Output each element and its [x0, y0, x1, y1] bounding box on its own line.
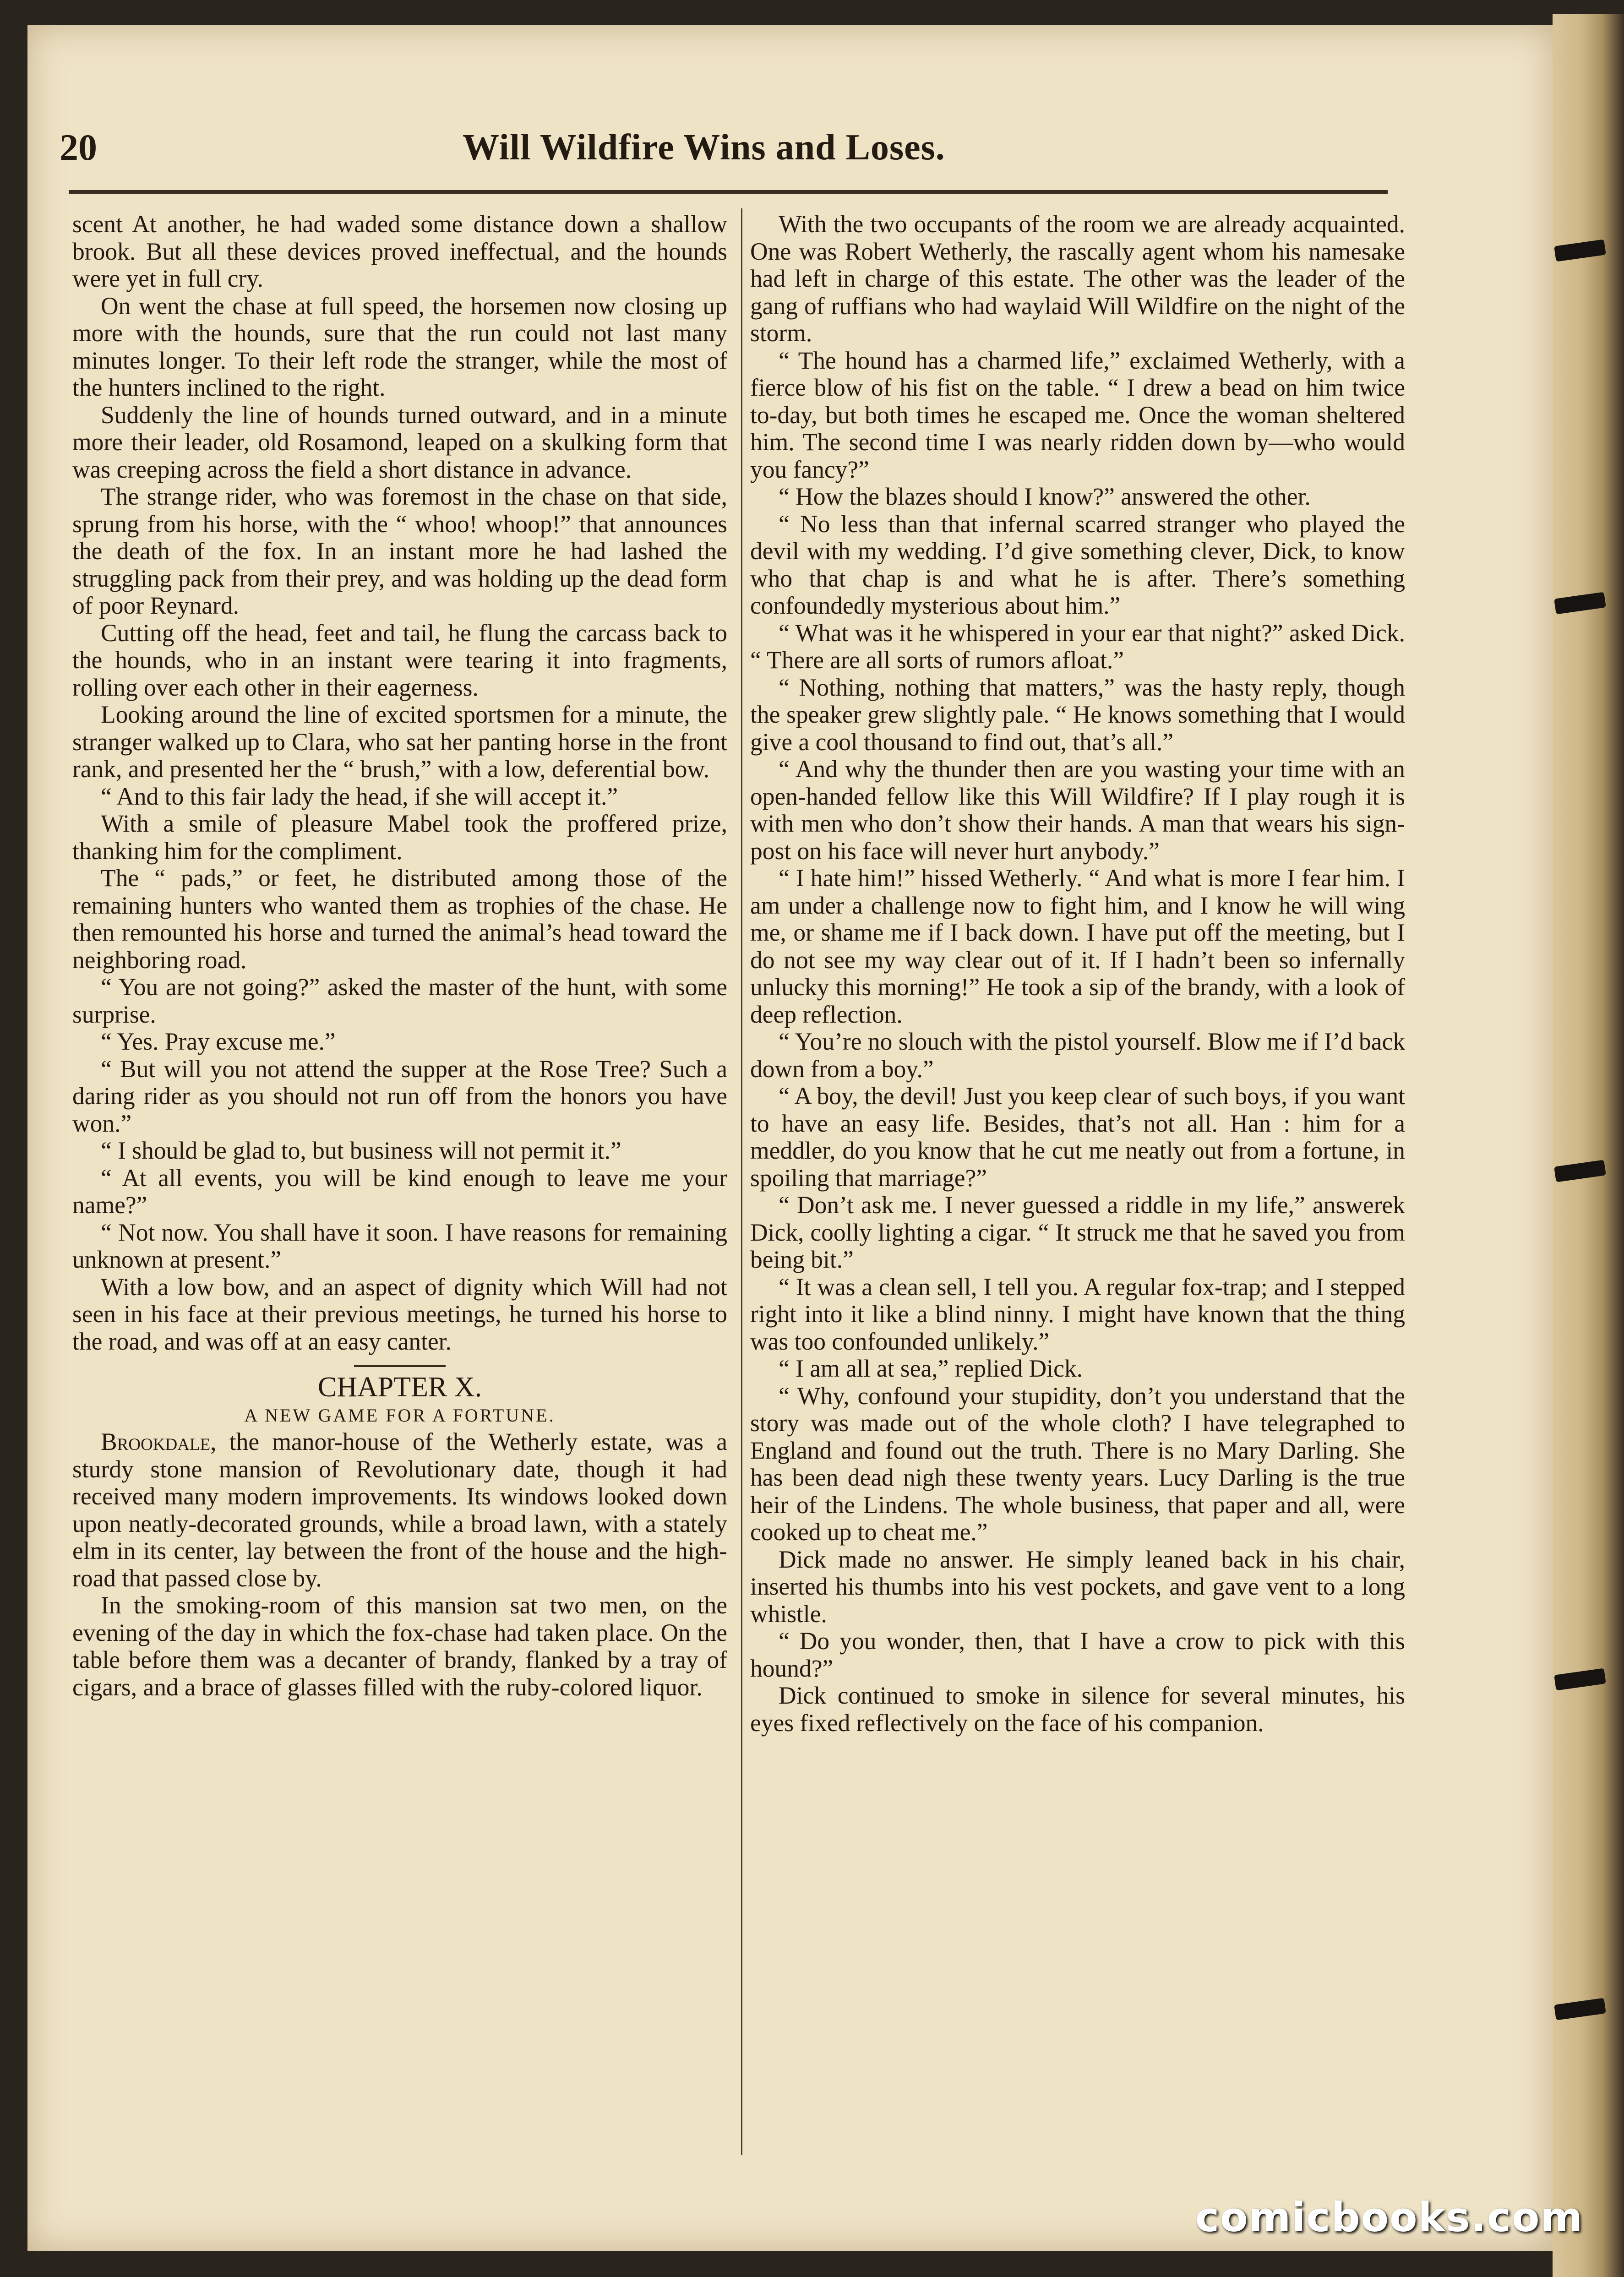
running-title: Will Wildfire Wins and Loses. — [463, 127, 945, 168]
paragraph: “ Don’t ask me. I never guessed a riddle in my life,” answerek Dick, coolly lighting a cigar. “ It struck me that he saved you from being bit.” — [750, 1191, 1405, 1273]
paragraph: “ Do you wonder, then, that I have a crow to pick with this hound?” — [750, 1627, 1405, 1682]
paragraph: “ The hound has a charmed life,” exclaimed Wetherly, with a fierce blow of his fist on the table. “ I drew a bead on him twice to-day, but both times he escaped me. Once the woman sheltered him. The second time I was nearly ridden down by—who would you fancy?” — [750, 346, 1405, 483]
paragraph: “ And why the thunder then are you wasting your time with an open-handed fellow like this Will Wildfire? If I play rough it is with men who don’t show their hands. A man that wears his sign-post on his face will never hurt anybody.” — [750, 755, 1405, 865]
right-column — [750, 211, 1405, 1737]
paragraph: “ And to this fair lady the head, if she will accept it.” — [101, 782, 618, 810]
paragraph: “ What was it he whispered in your ear that night?” asked Dick. “ There are all sorts of rumors afloat.” — [750, 619, 1405, 674]
page-header — [60, 121, 1397, 172]
page-number: 20 — [60, 126, 97, 168]
paragraph: “ Why, confound your stupidity, don’t you understand that the story was made out of the whole cloth? I have telegraphed to England and found out the truth. There is no Mary Darling. She has been dead nigh these twenty years. Lucy Darling is the true heir of the Lindens. The whole business, that paper and all, were cooked up to cheat me.” — [750, 1382, 1405, 1546]
paragraph: The strange rider, who was foremost in the chase on that side, sprung from his horse, with the “ whoo! whoop!” that announces the death of the fox. In an instant more he had lashed the struggling pack from their prey, and was holding up the dead form of poor Reynard. — [72, 483, 727, 619]
chapter-first-paragraph — [72, 1428, 727, 1592]
paragraph: In the smoking-room of this mansion sat two men, on the evening of the day in which the fox-chase had taken place. On the table before them was a decanter of brandy, flanked by a tray of cigars, and a brace of glasses filled with the ruby-colored liquor. — [72, 1591, 727, 1701]
column-divider — [741, 208, 742, 2155]
paragraph: “ But will you not attend the supper at the Rose Tree? Such a daring rider as you should not run off from the honors you have won.” — [72, 1055, 727, 1137]
watermark: comicbooks.com — [1195, 2194, 1584, 2241]
paragraph: Suddenly the line of hounds turned outward, and in a minute more their leader, old Rosamond, leaped on a skulking form that was creeping across the field a short distance in advance. — [72, 401, 727, 483]
paragraph: The “ pads,” or feet, he distributed among those of the remaining hunters who wanted them as trophies of the chase. He then remounted his horse and turned the animal’s head toward the neighboring road. — [72, 864, 727, 974]
paragraph: “ Nothing, nothing that matters,” was the hasty reply, though the speaker grew slightly pale. “ He knows something that I would give a cool thousand to find out, that’s all.” — [750, 673, 1405, 756]
chapter-title: CHAPTER X. — [317, 1372, 482, 1403]
chapter-subtitle: A NEW GAME FOR A FORTUNE. — [244, 1405, 556, 1426]
paragraph: scent At another, he had waded some distance down a shallow brook. But all these devices proved ineffectual, and the hounds were yet in full cry. — [72, 210, 727, 292]
paragraph: “ I hate him!” hissed Wetherly. “ And what is more I fear him. I am under a challenge now to fight him, and I know he will wing me, or shame me if I back down. I have put off the meeting, but I do not see my way clear out of it. If I hadn’t been so infernally unlucky this morning!” He took a sip of the brandy, with a look of deep reflection. — [750, 864, 1405, 1028]
chapter-lead-word: Brookdale, — [101, 1428, 217, 1455]
paragraph: With a low bow, and an aspect of dignity which Will had not seen in his face at their previous meetings, he turned his horse to the road, and was off at an easy canter. — [72, 1273, 727, 1355]
header-rule — [69, 190, 1388, 194]
paragraph: “ A boy, the devil! Just you keep clear of such boys, if you want to have an easy life. Besides, that’s not all. Han : him for a meddler, do you know that he cut me neatly out from a fortune, in spoiling that marriage?” — [750, 1082, 1405, 1192]
paragraph: On went the chase at full speed, the horsemen now closing up more with the hounds, sure that the run could not last many minutes longer. To their left rode the stranger, while the most of the hunters inclined to the right. — [72, 292, 727, 401]
paragraph: Dick made no answer. He simply leaned back in his chair, inserted his thumbs into his vest pockets, and gave vent to a long whistle. — [750, 1545, 1405, 1628]
left-column — [72, 211, 727, 1701]
paragraph: “ No less than that infernal scarred stranger who played the devil with my wedding. I’d give something clever, Dick, to know who that chap is and what he is after. There’s something confoundedly mysterious about him.” — [750, 510, 1405, 619]
paragraph: “ It was a clean sell, I tell you. A regular fox-trap; and I stepped right into it like a blind ninny. I might have known that the thing was too confounded unlikely.” — [750, 1273, 1405, 1355]
paragraph: “ How the blazes should I know?” answered the other. — [779, 483, 1311, 510]
paragraph: Cutting off the head, feet and tail, he flung the carcass back to the hounds, who in an instant were tearing it into fragments, rolling over each other in their eagerness. — [72, 619, 727, 701]
page-spine — [1553, 14, 1624, 2277]
paragraph: “ You’re no slouch with the pistol yourself. Blow me if I’d back down from a boy.” — [750, 1028, 1405, 1083]
paragraph: “ I am all at sea,” replied Dick. — [779, 1355, 1083, 1382]
paragraph: Looking around the line of excited sportsmen for a minute, the stranger walked up to Clara, who sat her panting horse in the front rank, and presented her the “ brush,” with a low, deferential bow. — [72, 701, 727, 783]
paragraph: “ Yes. Pray excuse me.” — [101, 1028, 336, 1055]
paragraph: “ At all events, you will be kind enough to leave me your name?” — [72, 1164, 727, 1219]
paragraph: “ I should be glad to, but business will not permit it.” — [101, 1137, 621, 1164]
paragraph: With a smile of pleasure Mabel took the proffered prize, thanking him for the compliment. — [72, 810, 727, 865]
paragraph: With the two occupants of the room we are already acquainted. One was Robert Wetherly, the rascally agent whom his namesake had left in charge of this estate. The other was the leader of the gang of ruffians who had waylaid Will Wildfire on the night of the storm. — [750, 210, 1405, 347]
paragraph: Dick continued to smoke in silence for several minutes, his eyes fixed reflectively on the face of his companion. — [750, 1682, 1405, 1737]
paragraph: “ You are not going?” asked the master of the hunt, with some surprise. — [72, 973, 727, 1028]
chapter-first-text: the manor-house of the Wetherly estate, was a sturdy stone mansion of Revolutionary date, though it had received many modern improvements. Its windows looked down upon neatly-decorated grounds, while a broad lawn, with a stately elm in its center, lay between the front of the house and the high-road that passed close by. — [72, 1428, 727, 1592]
chapter-separator — [354, 1365, 446, 1367]
paragraph: “ Not now. You shall have it soon. I have reasons for remaining unknown at present.” — [72, 1218, 727, 1273]
